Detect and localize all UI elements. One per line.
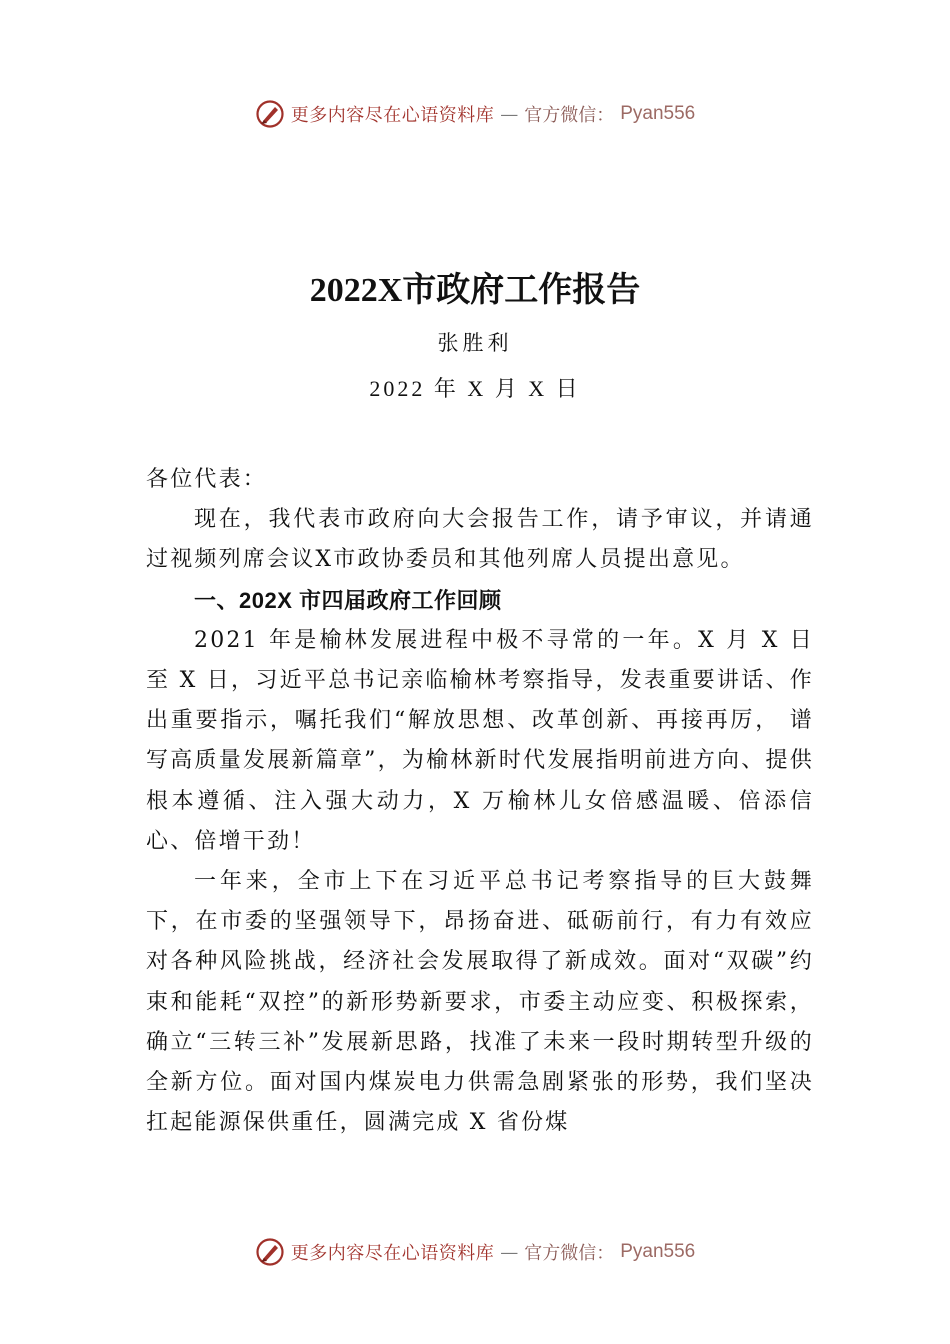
watermark-separator: — <box>500 1241 519 1263</box>
watermark-banner-top <box>0 94 950 134</box>
document-date: 2022 年 X 月 X 日 <box>369 376 581 401</box>
document-title: 2022X市政府工作报告 <box>309 272 641 309</box>
watermark-text: 更多内容尽在心语资料库 <box>290 1243 495 1264</box>
watermark-separator: — <box>500 103 519 125</box>
salutation: 各位代表： <box>146 467 268 492</box>
watermark-wechat-id: Pyan556 <box>620 103 696 124</box>
paragraph-intro: 现在，我代表市政府向大会报告工作，请予审议，并请通过视频列席会议X市政协委员和其他列席人员提出意见。 <box>146 507 814 573</box>
watermark-wechat-id: Pyan556 <box>620 1241 696 1262</box>
paragraph-1: 2021 年是榆林发展进程中极不寻常的一年。X 月 X 日至 X 日，习近平总书记亲临榆林考察指导，发表重要讲话、作出重要指示，嘱托我们“解放思想、改革创新、再接再厉， 谱写高质量发展新篇章”，为榆林新时代发展指明前进方向、提供根本遵循、注入强大动力，X 万榆林儿女倍感温暖、倍添信心、倍增干劲！ <box>146 627 814 854</box>
document-author: 张胜利 <box>437 331 513 355</box>
section-heading: 一、202X 市四届政府工作回顾 <box>194 587 502 613</box>
watermark-banner-bottom <box>0 1232 950 1272</box>
paragraph-2: 一年来，全市上下在习近平总书记考察指导的巨大鼓舞下，在市委的坚强领导下，昂扬奋进、砥砺前行，有力有效应对各种风险挑战，经济社会发展取得了新成效。面对“双碳”约束和能耗“双控”的新形势新要求，市委主动应变、积极探索，确立“三转三补”发展新思路，找准了未来一段时期转型升级的全新方位。面对国内煤炭电力供需急剧紧张的形势，我们坚决扛起能源保供重任，圆满完成 X 省份煤 <box>146 869 814 1136</box>
watermark-wechat-label: 官方微信： <box>524 105 615 126</box>
pen-logo-icon <box>255 99 285 129</box>
document-body <box>146 460 814 1143</box>
pen-logo-icon <box>255 1237 285 1267</box>
watermark-text: 更多内容尽在心语资料库 <box>290 105 495 126</box>
watermark-wechat-label: 官方微信： <box>524 1243 615 1264</box>
